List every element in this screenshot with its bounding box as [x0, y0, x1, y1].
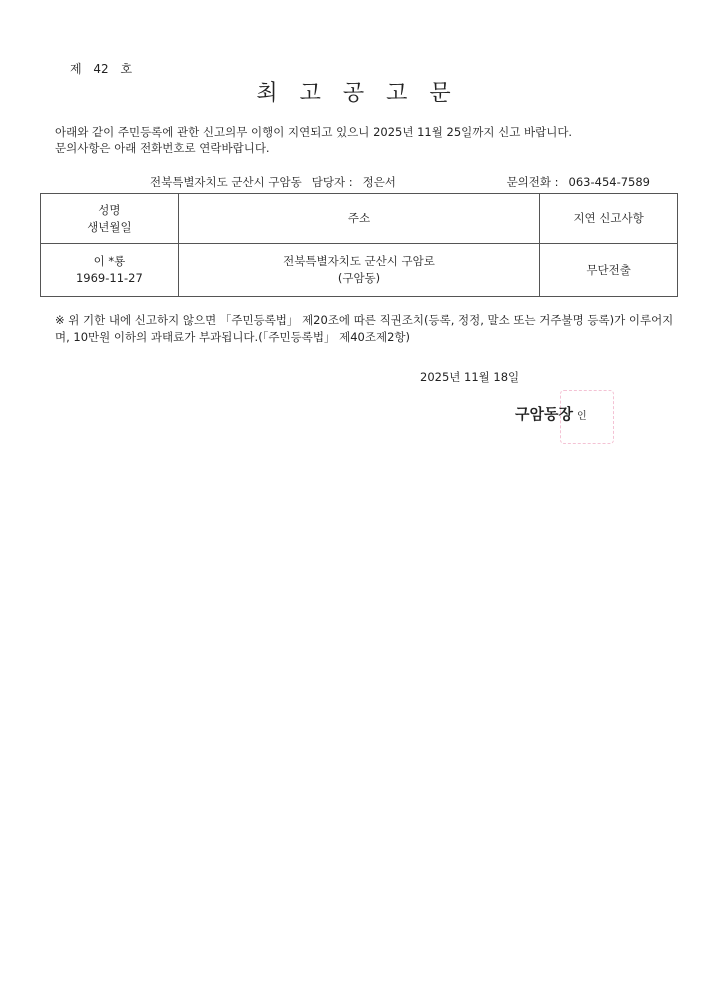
cell-address-line1: 전북특별자치도 군산시 구암로: [283, 254, 435, 268]
table-header: [41, 194, 678, 244]
cell-address: [178, 244, 539, 297]
seal-mark: 인: [576, 411, 587, 422]
issue-date: 2025년 11월 18일: [420, 370, 520, 384]
phone-number: 063-454-7589: [568, 175, 650, 189]
cell-name: 이 *룡: [93, 254, 126, 268]
contact-office: 전북특별자치도 군산시 구암동: [150, 175, 302, 189]
table-row: [41, 244, 678, 297]
intro: [55, 124, 695, 156]
issue-number: 제 42 호: [70, 62, 133, 76]
phone-label: 문의전화 :: [506, 175, 559, 189]
manager-label: 담당자 :: [311, 175, 353, 189]
intro-line-2: 문의사항은 아래 전화번호로 연락바랍니다.: [55, 141, 270, 155]
header-name-birth: [41, 194, 179, 244]
header-delay: 지연 신고사항: [540, 194, 678, 244]
signature-line: [515, 404, 587, 424]
legal-note: ※ 위 기한 내에 신고하지 않으면 「주민등록법」 제20조에 따른 직권조치(등록, 정정, 말소 또는 거주불명 등록)가 이루어지며, 10만원 이하의 과태료가 부과됩니다.(「주민등록법」 제40조제2항): [55, 313, 674, 344]
contact-line: [150, 175, 650, 190]
cell-address-line2: (구암동): [337, 271, 381, 285]
manager-name: 정은서: [362, 175, 396, 189]
notice-table: [40, 193, 678, 297]
header-address: 주소: [178, 194, 539, 244]
header-name: 성명: [98, 202, 121, 217]
cell-delay: 무단전출: [540, 244, 678, 297]
signer: 구암동장: [515, 405, 573, 423]
cell-birth: 1969-11-27: [75, 271, 143, 285]
intro-line-1: 아래와 같이 주민등록에 관한 신고의무 이행이 지연되고 있으니 2025년 11월 25일까지 신고 바랍니다.: [55, 125, 573, 139]
cell-name-birth: [41, 244, 179, 297]
header-birth: 생년월일: [87, 219, 132, 234]
page-title: 최고공고문: [256, 81, 473, 106]
